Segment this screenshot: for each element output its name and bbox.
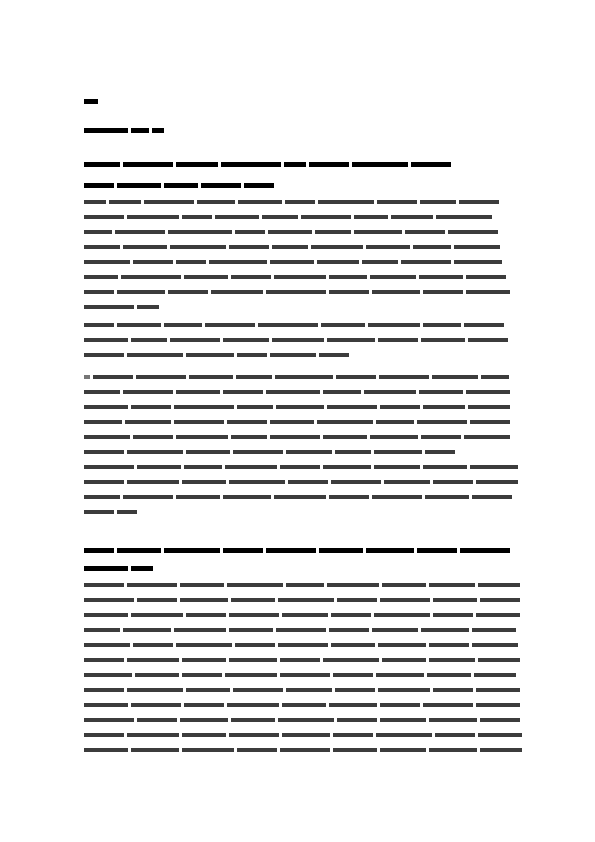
paragraph-line bbox=[84, 732, 522, 737]
paragraph-line bbox=[84, 657, 520, 662]
paragraph-line bbox=[84, 627, 516, 632]
paragraph-line bbox=[84, 464, 518, 469]
paragraph-line bbox=[84, 322, 504, 327]
paragraph-line bbox=[84, 597, 520, 602]
section-heading-line bbox=[84, 183, 274, 188]
paragraph-line bbox=[84, 672, 516, 677]
paragraph-line bbox=[84, 389, 510, 394]
paragraph-line bbox=[84, 352, 349, 357]
paragraph-line bbox=[84, 304, 159, 309]
paragraph-line bbox=[84, 509, 137, 514]
paragraph-line bbox=[84, 289, 510, 294]
section-heading-line bbox=[84, 548, 510, 553]
paragraph-line bbox=[84, 214, 492, 219]
paragraph-line bbox=[84, 404, 510, 409]
paragraph-line bbox=[84, 199, 499, 204]
text-block bbox=[152, 128, 164, 133]
section-heading-line bbox=[84, 162, 451, 167]
paragraph-line bbox=[84, 717, 520, 722]
paragraph-line bbox=[84, 229, 498, 234]
paragraph-line bbox=[84, 687, 520, 692]
subheading bbox=[84, 128, 164, 133]
paragraph-line bbox=[84, 337, 508, 342]
paragraph-line bbox=[84, 419, 510, 424]
paragraph-line bbox=[84, 747, 522, 752]
paragraph-line bbox=[84, 642, 518, 647]
paragraph-line bbox=[84, 449, 455, 454]
paragraph-line bbox=[84, 582, 520, 587]
text-block bbox=[84, 99, 98, 104]
paragraph-line bbox=[84, 612, 520, 617]
paragraph-line bbox=[84, 479, 518, 484]
paragraph-line bbox=[84, 702, 520, 707]
paragraph-line bbox=[84, 374, 509, 379]
header-mark bbox=[84, 99, 98, 104]
paragraph-line bbox=[84, 434, 510, 439]
paragraph-line bbox=[84, 259, 502, 264]
paragraph-line bbox=[84, 274, 506, 279]
paragraph-line bbox=[84, 494, 512, 499]
text-block bbox=[131, 128, 149, 133]
section-heading-line bbox=[84, 566, 153, 571]
text-block bbox=[84, 128, 128, 133]
paragraph-line bbox=[84, 244, 500, 249]
